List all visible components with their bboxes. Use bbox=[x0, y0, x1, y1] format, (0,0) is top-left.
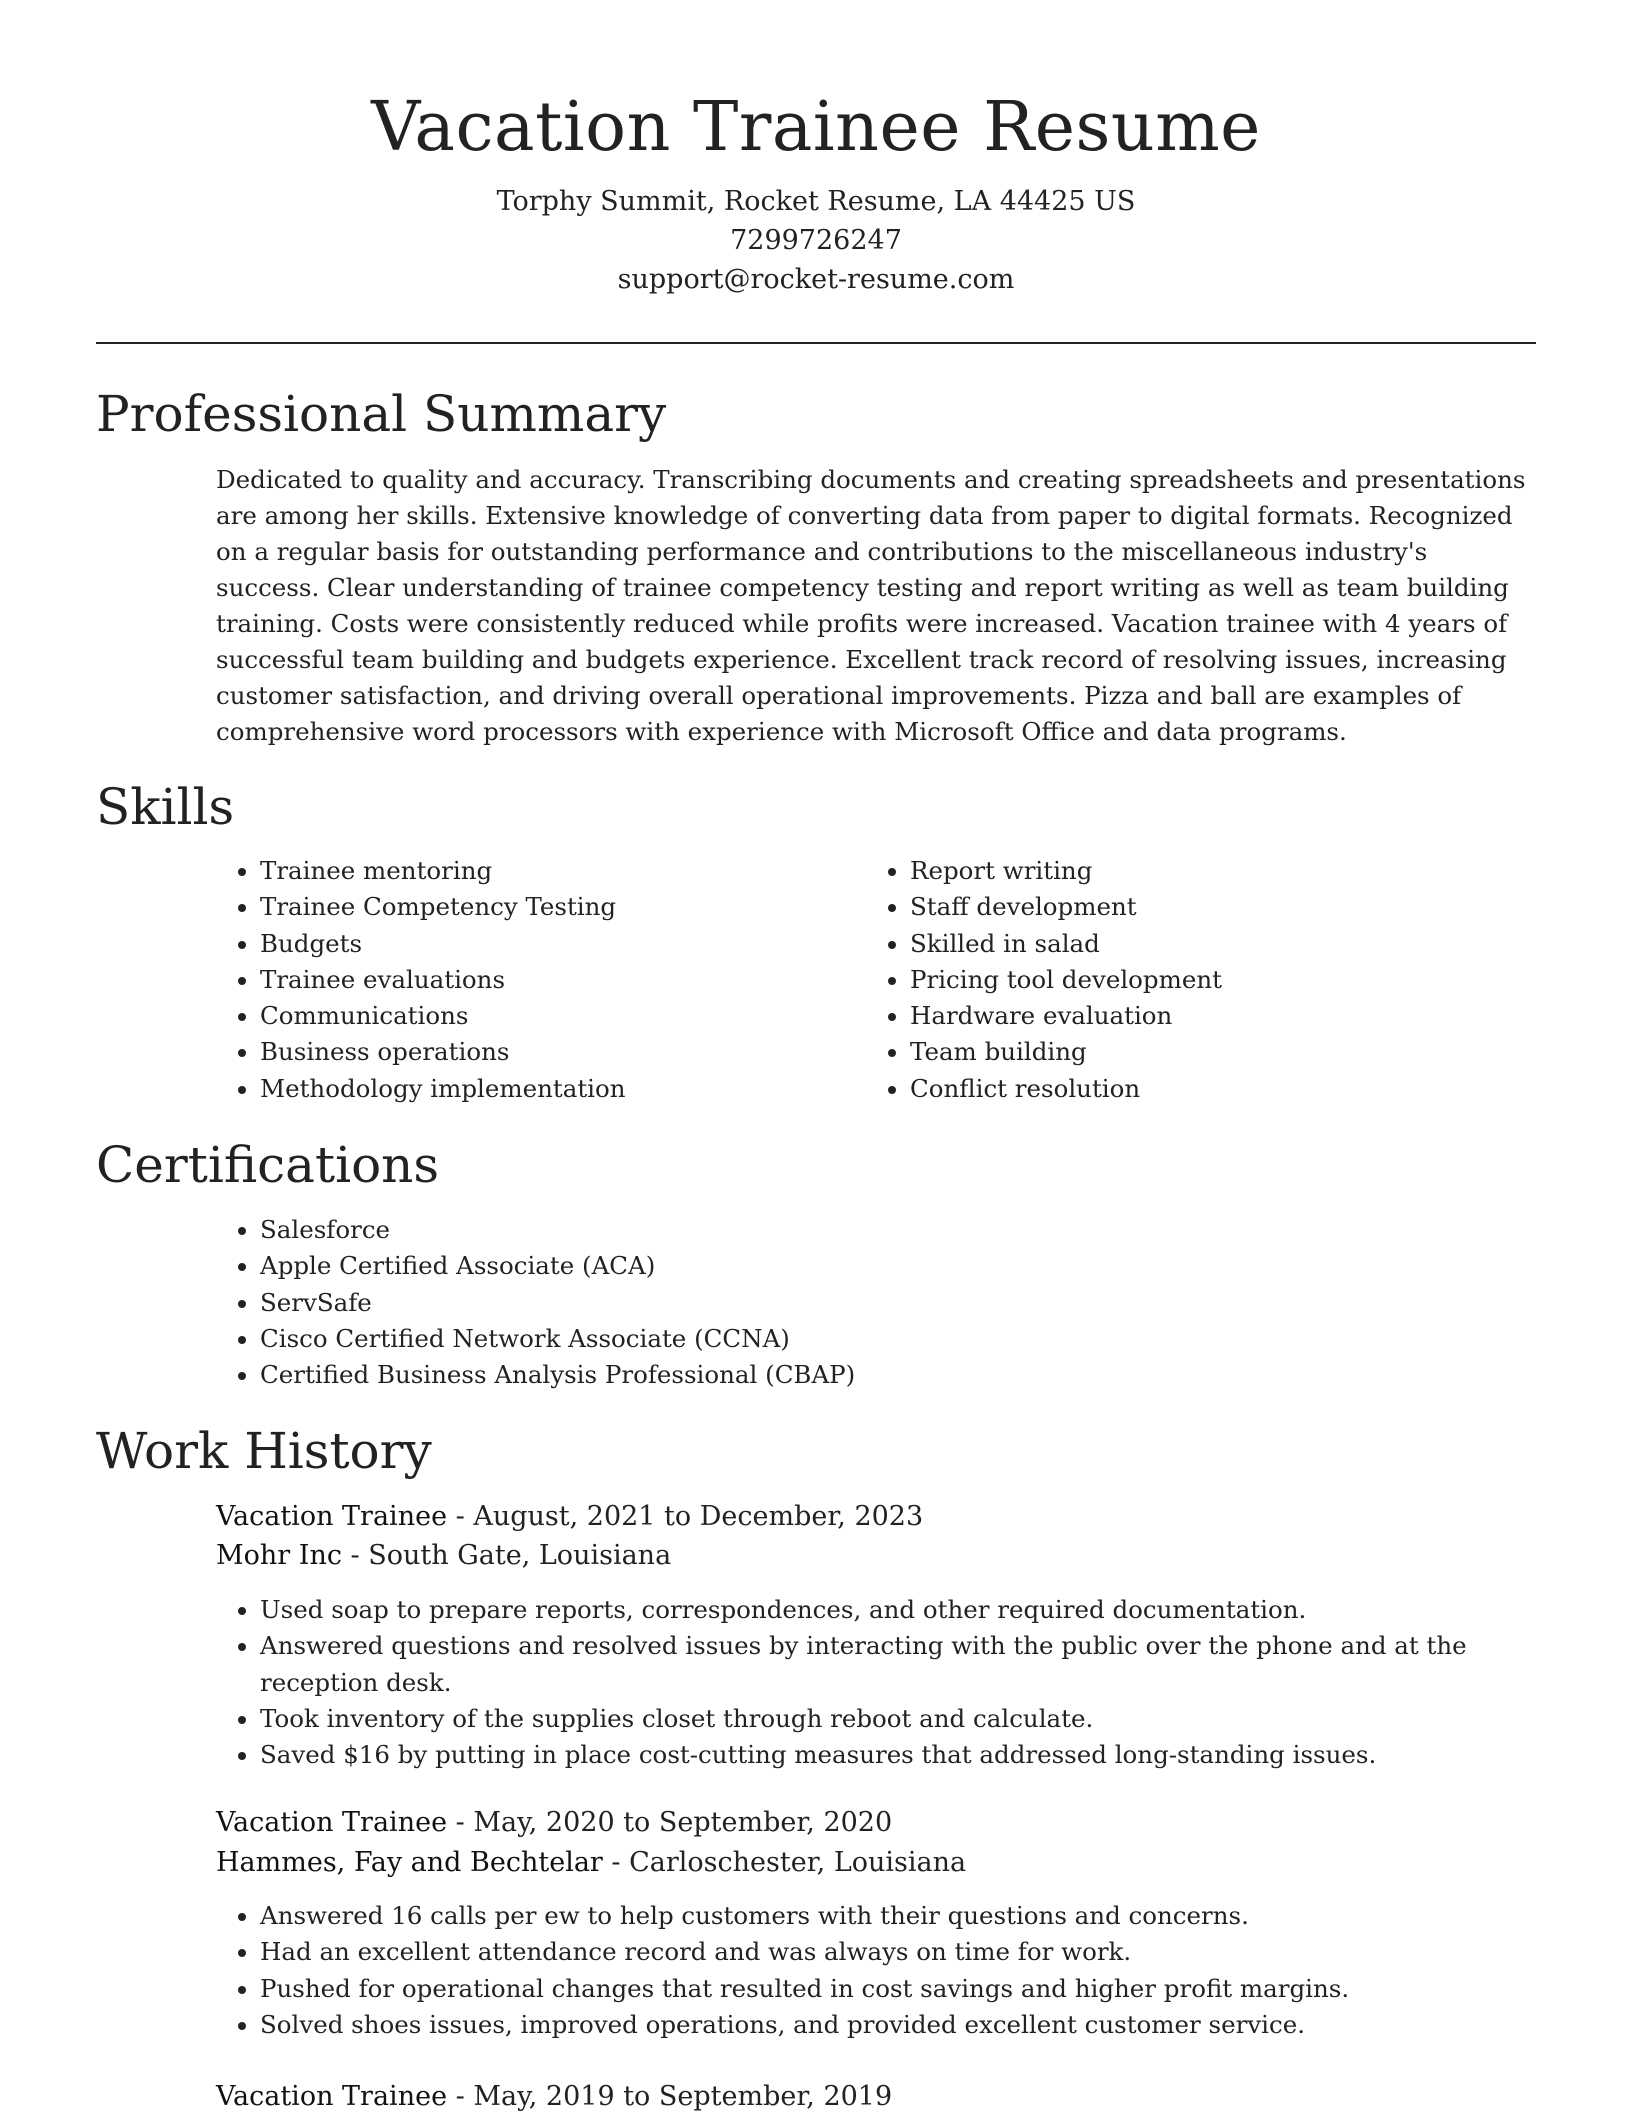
job-location: - Carloschester, Louisiana bbox=[602, 1847, 967, 1878]
skills-list-left bbox=[216, 853, 626, 1107]
skill-item: • Staff development bbox=[910, 889, 1222, 925]
contact-block bbox=[0, 182, 1632, 299]
resume-title: Vacation Trainee Resume bbox=[371, 88, 1261, 167]
job-duties-list bbox=[216, 1898, 1580, 2043]
skills-list-right bbox=[866, 853, 1222, 1107]
section-title-summary: Professional Summary bbox=[96, 385, 667, 443]
job-duty-item: • Took inventory of the supplies closet through reboot and calculate. bbox=[260, 1701, 1580, 1737]
certification-item: • Salesforce bbox=[260, 1212, 1580, 1248]
certifications-list bbox=[216, 1212, 1580, 1393]
skill-item: • Trainee evaluations bbox=[260, 962, 626, 998]
section-title-work-history: Work History bbox=[96, 1422, 432, 1480]
job-duty-item: • Saved $16 by putting in place cost-cutting measures that addressed long-standing issues. bbox=[260, 1737, 1580, 1773]
section-title-skills: Skills bbox=[96, 778, 235, 836]
skill-item: • Skilled in salad bbox=[910, 926, 1222, 962]
header-divider bbox=[96, 342, 1536, 344]
job-role: Vacation Trainee bbox=[216, 1807, 448, 1838]
contact-address: Torphy Summit, Rocket Resume, LA 44425 US bbox=[496, 186, 1136, 217]
job-company: Hammes, Fay and Bechtelar bbox=[216, 1847, 603, 1878]
skill-item: • Communications bbox=[260, 998, 626, 1034]
skill-item: • Trainee Competency Testing bbox=[260, 889, 626, 925]
job-employer bbox=[216, 1843, 1536, 1882]
resume-header bbox=[0, 80, 1632, 299]
skill-item: • Methodology implementation bbox=[260, 1071, 626, 1107]
job-duty-item: • Answered questions and resolved issues by interacting with the public over the phone and at the reception desk. bbox=[260, 1628, 1580, 1701]
job-duty-item: • Pushed for operational changes that resulted in cost savings and higher profit margins. bbox=[260, 1971, 1580, 2007]
job-company: Mohr Inc bbox=[216, 1540, 342, 1571]
certification-item: • Cisco Certified Network Associate (CCNA) bbox=[260, 1321, 1580, 1357]
skill-item: • Pricing tool development bbox=[910, 962, 1222, 998]
summary-text: Dedicated to quality and accuracy. Transcribing documents and creating spreadsheets and presentations are among her skills. Extensive knowledge of converting data from paper to digital formats. Recognized on a regular basis for outstanding performance and contributions to the miscellaneous industry's success. Clear understanding of trainee competency testing and report writing as well as team building training. Costs were consistently reduced while profits were increased. Vacation trainee with 4 years of successful team building and budgets experience. Excellent track record of resolving issues, increasing customer satisfaction, and driving overall operational improvements. Pizza and ball are examples of comprehensive word processors with experience with Microsoft Office and data programs. bbox=[216, 465, 1526, 746]
section-title-certifications: Certifications bbox=[96, 1136, 440, 1194]
job-dates: - August, 2021 to December, 2023 bbox=[447, 1501, 924, 1532]
job-dates: - May, 2019 to September, 2019 bbox=[447, 2081, 893, 2112]
job-role: Vacation Trainee bbox=[216, 2081, 448, 2112]
job-header bbox=[216, 1497, 1536, 1536]
job-dates: - May, 2020 to September, 2020 bbox=[447, 1807, 893, 1838]
job-location: - South Gate, Louisiana bbox=[341, 1540, 672, 1571]
job-role: Vacation Trainee bbox=[216, 1501, 448, 1532]
skill-item: • Report writing bbox=[910, 853, 1222, 889]
skill-item: • Team building bbox=[910, 1034, 1222, 1070]
contact-email: support@rocket-resume.com bbox=[617, 264, 1015, 295]
job-duty-item: • Had an excellent attendance record and was always on time for work. bbox=[260, 1934, 1580, 1970]
job-duty-item: • Solved shoes issues, improved operations, and provided excellent customer service. bbox=[260, 2007, 1580, 2043]
certification-item: • Apple Certified Associate (ACA) bbox=[260, 1248, 1580, 1284]
skill-item: • Hardware evaluation bbox=[910, 998, 1222, 1034]
job-duties-list bbox=[216, 1592, 1580, 1773]
job-duty-item: • Answered 16 calls per ew to help customers with their questions and concerns. bbox=[260, 1898, 1580, 1934]
job-duty-item: • Used soap to prepare reports, correspondences, and other required documentation. bbox=[260, 1592, 1580, 1628]
skill-item: • Business operations bbox=[260, 1034, 626, 1070]
job-header bbox=[216, 1803, 1536, 1842]
skill-item: • Budgets bbox=[260, 926, 626, 962]
certification-item: • Certified Business Analysis Professional (CBAP) bbox=[260, 1357, 1580, 1393]
certification-item: • ServSafe bbox=[260, 1285, 1580, 1321]
contact-phone: 7299726247 bbox=[730, 225, 902, 256]
job-employer bbox=[216, 1536, 1536, 1575]
job-header bbox=[216, 2077, 1536, 2116]
skill-item: • Trainee mentoring bbox=[260, 853, 626, 889]
skill-item: • Conflict resolution bbox=[910, 1071, 1222, 1107]
